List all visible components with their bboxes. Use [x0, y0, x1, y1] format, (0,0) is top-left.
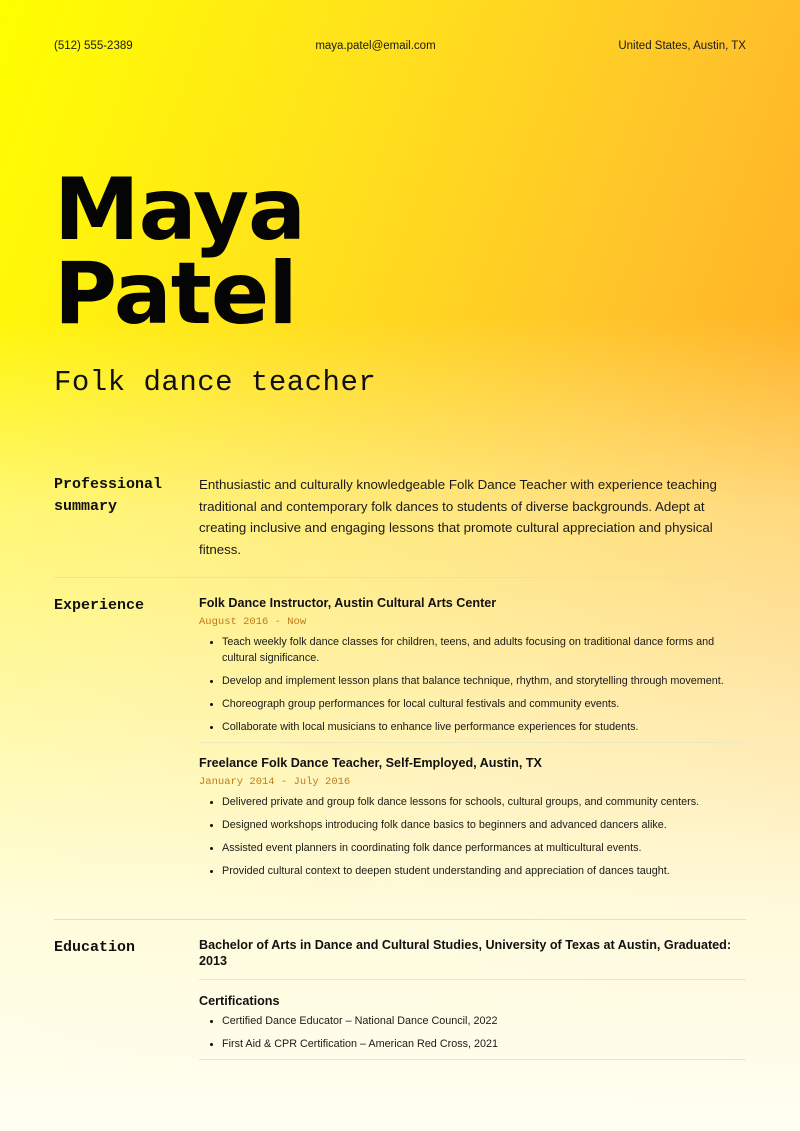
certifications-title: Certifications — [199, 994, 280, 1008]
certifications-list — [199, 1013, 746, 1052]
job-title: Freelance Folk Dance Teacher, Self-Employed, Austin, TX — [199, 756, 542, 770]
job-dates: January 2014 - July 2016 — [199, 776, 351, 788]
bullet-item: Teach weekly folk dance classes for children, teens, and adults focusing on traditional dance forms and cultural significance. — [199, 634, 746, 666]
certification-item: First Aid & CPR Certification – American Red Cross, 2021 — [199, 1036, 746, 1052]
bullet-item: Delivered private and group folk dance lessons for schools, cultural groups, and community centers. — [199, 794, 746, 810]
bullet-item: Provided cultural context to deepen student understanding and appreciation of dances taught. — [199, 863, 746, 879]
summary-label-line2: summary — [54, 498, 118, 515]
summary-label-line1: Professional — [54, 476, 163, 493]
contact-email[interactable]: maya.patel@email.com — [315, 40, 436, 52]
education-divider — [199, 979, 746, 980]
candidate-name — [54, 160, 306, 344]
job-title: Folk Dance Instructor, Austin Cultural Arts Center — [199, 596, 497, 610]
last-name: Patel — [54, 244, 297, 344]
job-entry — [199, 755, 746, 879]
bullet-item: Choreograph group performances for local cultural festivals and community events. — [199, 696, 746, 712]
experience-label: Experience — [54, 597, 145, 614]
job-bullets — [199, 794, 746, 879]
job-bullets — [199, 634, 746, 735]
summary-text: Enthusiastic and culturally knowledgeable Folk Dance Teacher with experience teaching traditional and contemporary folk dances to students of diverse backgrounds. Adept at creating inclusive and engaging lessons that promote cultural appreciation and physical fitness. — [199, 477, 717, 557]
certification-item: Certified Dance Educator – National Dance Council, 2022 — [199, 1013, 746, 1029]
section-divider — [54, 919, 746, 920]
education-body — [199, 937, 746, 1060]
education-degree: Bachelor of Arts in Dance and Cultural Studies, University of Texas at Austin, Graduated: 2013 — [199, 938, 732, 968]
bullet-item: Designed workshops introducing folk dance basics to beginners and advanced dancers alike. — [199, 817, 746, 833]
education-end-divider — [199, 1059, 746, 1060]
contact-location: United States, Austin, TX — [618, 40, 746, 52]
job-title-heading: Folk dance teacher — [54, 366, 377, 399]
education-label: Education — [54, 939, 136, 956]
contact-phone[interactable]: (512) 555-2389 — [54, 40, 133, 52]
job-dates: August 2016 - Now — [199, 616, 307, 628]
summary-label — [54, 474, 199, 560]
bullet-item: Develop and implement lesson plans that balance technique, rhythm, and storytelling through movement. — [199, 673, 746, 689]
bullet-item: Assisted event planners in coordinating folk dance performances at multicultural events. — [199, 840, 746, 856]
bullet-item: Collaborate with local musicians to enhance live performance experiences for students. — [199, 719, 746, 735]
first-name: Maya — [54, 160, 306, 260]
contact-bar — [54, 40, 746, 52]
experience-section — [54, 595, 746, 886]
education-section — [54, 937, 746, 1060]
job-divider — [199, 742, 746, 743]
experience-body — [199, 595, 746, 886]
job-entry — [199, 595, 746, 735]
section-divider — [54, 577, 746, 578]
summary-section — [54, 474, 746, 560]
